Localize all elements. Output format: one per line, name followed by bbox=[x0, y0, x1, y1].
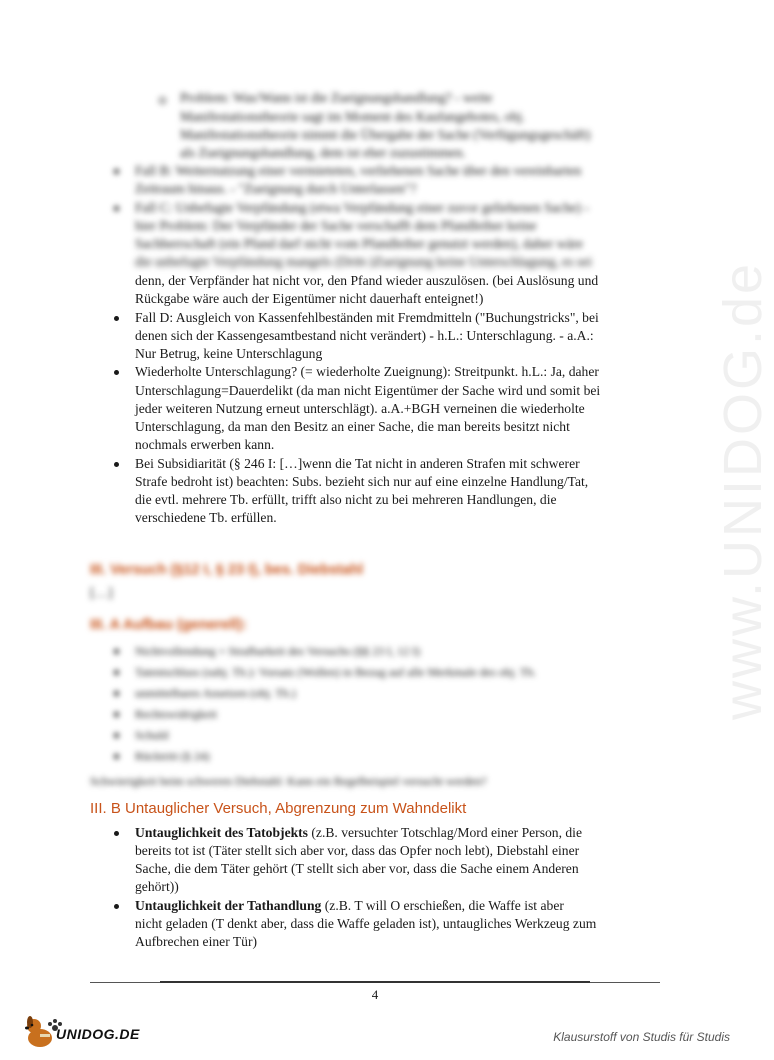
text-line: Unterschlagung=Dauerdelikt (da man nicht Eigentümer der Sache wird und somit bei bbox=[135, 383, 601, 398]
text-line bbox=[135, 824, 582, 842]
blurred-line: Problem: Was/Wann ist die Zueignungshandlung? - weite bbox=[180, 90, 493, 105]
text-line: die evtl. mehrere Tb. erfüllt, trifft also nicht zu bei mehreren Handlungen, die bbox=[135, 492, 557, 507]
blurred-list-item: Schuld bbox=[135, 728, 169, 742]
text-line: nochmals erwerben kann. bbox=[135, 437, 275, 452]
bullet-icon bbox=[114, 649, 119, 654]
text-line: jeder weiteren Nutzung erneut unterschlägt). a.A.+BGH verneinen die wiederholte bbox=[135, 401, 585, 416]
blurred-list-item: Nichtvollendung + Strafbarkeit des Versuchs (§§ 23 I, 12 I) bbox=[135, 644, 421, 658]
text-line: Aufbrechen einer Tür) bbox=[135, 934, 258, 949]
bold-term: Untauglichkeit des Tatobjekts bbox=[135, 825, 308, 840]
bullet-icon bbox=[114, 733, 119, 738]
bullet-icon bbox=[114, 712, 119, 717]
bullet-icon bbox=[114, 831, 119, 836]
text-line: verschiedene Tb. erfüllen. bbox=[135, 510, 277, 525]
blurred-line: Manifestationstheorie nimmt die Übergabe der Sache (Verfügungsgeschäft) bbox=[180, 127, 591, 142]
blurred-list-item: unmittelbares Ansetzen (obj. Tb.) bbox=[135, 686, 296, 700]
blurred-line: Fall B: Weiternutzung einer vermieteten, verliehenen Sache über den vereinbarten bbox=[135, 163, 582, 178]
bullet-icon bbox=[114, 206, 119, 211]
bullet-icon bbox=[114, 316, 119, 321]
text-fragment: (z.B. T will O erschießen, die Waffe ist aber bbox=[321, 898, 564, 913]
text-line: Wiederholte Unterschlagung? (= wiederholte Zueignung): Streitpunkt. h.L.: Ja, daher bbox=[135, 364, 599, 379]
blurred-note: Schwierigkeit beim schweren Diebstahl: Kann ein Regelbeispiel versucht werden? bbox=[90, 774, 487, 788]
section-heading: III. Versuch (§12 I, § 23 I), bes. Diebstahl bbox=[90, 562, 364, 578]
bullet-icon bbox=[114, 754, 119, 759]
blurred-line: Sachherrschaft (ein Pfand darf nicht vom Pfandleiher genutzt werden), daher wäre bbox=[135, 236, 584, 251]
section-heading: III. B Untauglicher Versuch, Abgrenzung zum Wahndelikt bbox=[90, 800, 467, 817]
text-line: Nur Betrug, keine Unterschlagung bbox=[135, 346, 323, 361]
blurred-line: die unbefugte Verpfändung mangels (Dritt-)Zueignung keine Unterschlagung, es sei bbox=[135, 254, 592, 269]
text-line: Strafe bedroht ist) beachten: Subs. bezieht sich nur auf eine einzelne Handlung/Tat, bbox=[135, 474, 589, 489]
blurred-list-item: Rücktritt (§ 24) bbox=[135, 749, 210, 763]
text-line: Rückgabe wäre auch der Eigentümer nicht dauerhaft enteignet!) bbox=[135, 291, 484, 306]
footer-divider bbox=[160, 981, 590, 983]
bullet-icon bbox=[114, 169, 119, 174]
bullet-icon bbox=[114, 670, 119, 675]
text-line: Sache, die dem Täter gehört (T stellt sich aber vor, dass die Sache einem Anderen bbox=[135, 861, 579, 876]
blurred-line: hier Problem: Der Verpfänder der Sache verschafft dem Pfandleiher keine bbox=[135, 218, 537, 233]
text-line: bereits tot ist (Täter stellt sich aber vor, dass das Opfer noch lebt), Diebstahl einer bbox=[135, 843, 580, 858]
bullet-icon bbox=[114, 904, 119, 909]
bullet-icon bbox=[114, 462, 119, 467]
blurred-line: Manifestationstheorie sagt im Moment des Kaufangebotes, obj. bbox=[180, 109, 526, 124]
text-line: denen sich der Kassengesamtbestand nicht verändert) - h.L.: Unterschlagung. - a.A.: bbox=[135, 328, 594, 343]
footer-tagline: Klausurstoff von Studis für Studis bbox=[553, 1030, 730, 1044]
blurred-list-item: Tatentschluss (subj. Tb.): Vorsatz (Wollen) in Bezug auf alle Merkmale des obj. Tb. bbox=[135, 665, 537, 679]
text-line bbox=[135, 897, 564, 915]
blurred-line: Zeitraum hinaus. - "Zueignung durch Unterlassen"? bbox=[135, 181, 417, 196]
blurred-line: als Zueignungshandlung, dem ist eher zuzustimmen. bbox=[180, 145, 466, 160]
text-fragment: (z.B. versuchter Totschlag/Mord einer Person, die bbox=[307, 825, 582, 840]
blurred-line: Fall C: Unbefugte Verpfändung (etwa Verpfändung einer zuvor geliehenen Sache) - bbox=[135, 200, 589, 215]
section-heading: III. A Aufbau (generell): bbox=[90, 617, 248, 633]
text-line: Bei Subsidiarität (§ 246 I: […]wenn die Tat nicht in anderen Strafen mit schwerer bbox=[135, 456, 580, 471]
logo-text: UNIDOG.DE bbox=[56, 1026, 140, 1042]
bullet-icon bbox=[114, 370, 119, 375]
text-line: gehört)) bbox=[135, 879, 179, 894]
bullet-icon bbox=[114, 691, 119, 696]
blurred-list-item: Rechtswidrigkeit bbox=[135, 707, 217, 721]
text-line: Fall D: Ausgleich von Kassenfehlbeständen mit Fremdmitteln ("Buchungstricks", bei bbox=[135, 310, 599, 325]
text-line: denn, der Verpfänder hat nicht vor, den Pfand wieder auszulösen. (bei Auslösung und bbox=[135, 273, 599, 288]
bold-term: Untauglichkeit der Tathandlung bbox=[135, 898, 322, 913]
sub-bullet-icon bbox=[159, 97, 166, 104]
text-line: Unterschlagung, da man den Besitz an einer Sache, die man bereits besitzt nicht bbox=[135, 419, 570, 434]
text-line: nicht geladen (T denkt aber, dass die Waffe geladen ist), untaugliches Werkzeug zum bbox=[135, 916, 597, 931]
page-number: 4 bbox=[371, 987, 379, 1002]
ellipsis-text: […] bbox=[90, 585, 113, 600]
watermark: www.UNIDOG.de bbox=[713, 260, 773, 720]
